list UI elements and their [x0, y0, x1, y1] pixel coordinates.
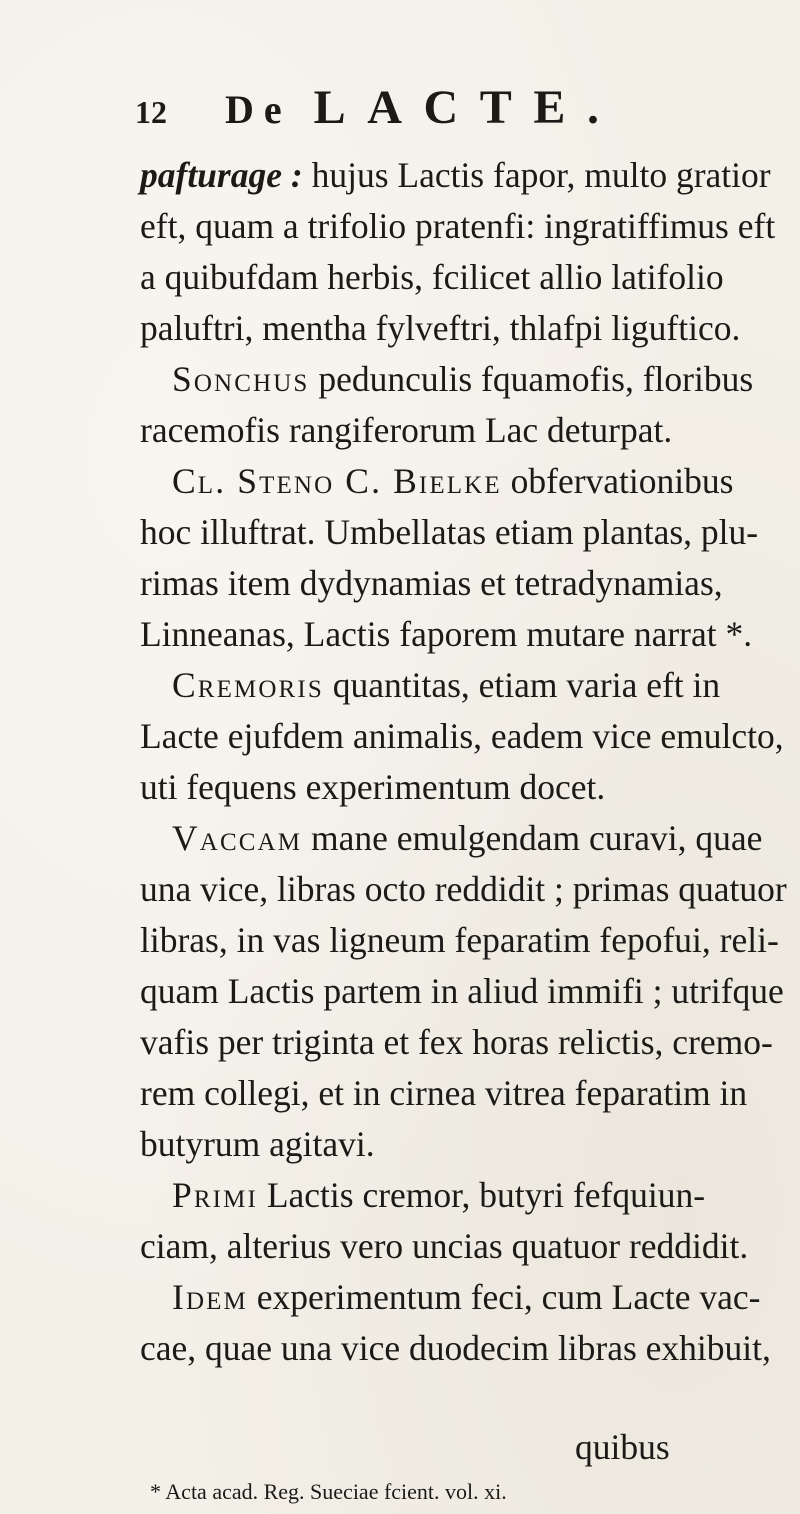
text-run: butyrum agitavi.	[140, 1124, 375, 1164]
text-run: rimas item dydynamias et tetradynamias,	[140, 563, 723, 603]
text-line	[140, 1170, 706, 1221]
text-run: experimentum feci, cum Lacte vac-	[247, 1277, 761, 1317]
text-run: quam Lactis partem in aliud immifi ; utrifque	[140, 971, 784, 1011]
text-line	[140, 660, 721, 711]
text-run: obfervationibus	[501, 461, 734, 501]
small-caps-word: Idem	[172, 1277, 248, 1317]
text-line	[140, 1272, 761, 1323]
text-line	[140, 1119, 660, 1170]
running-head-de: De	[225, 87, 292, 132]
text-line	[140, 150, 771, 201]
text-run: quantitas, etiam varia eft in	[323, 665, 721, 705]
text-line	[140, 915, 779, 966]
text-line	[140, 966, 784, 1017]
text-run: hoc illuftrat. Umbellatas etiam plantas, plu-	[140, 512, 759, 552]
small-caps-word: Cremoris	[172, 665, 324, 705]
text-line	[140, 252, 724, 303]
text-run: pedunculis fquamofis, floribus	[309, 359, 754, 399]
italic-word: pafturage :	[140, 155, 303, 195]
text-run: hujus Lactis fapor, multo gratior	[302, 155, 771, 195]
text-run: cae, quae una vice duodecim libras exhibuit,	[140, 1328, 771, 1368]
text-run: a quibufdam herbis, fcilicet allio latifolio	[140, 257, 724, 297]
text-line	[140, 507, 759, 558]
text-line	[140, 1017, 773, 1068]
text-line	[140, 558, 723, 609]
text-run: paluftri, mentha fylveftri, thlafpi liguftico.	[140, 308, 741, 348]
text-run: libras, in vas ligneum feparatim fepofui, reli-	[140, 920, 779, 960]
text-run: ciam, alterius vero uncias quatuor reddidit.	[140, 1226, 749, 1266]
text-run: vafis per triginta et fex horas relictis, cremo-	[140, 1022, 773, 1062]
text-line	[140, 354, 754, 405]
small-caps-word: Sonchus	[172, 359, 310, 399]
text-line	[140, 303, 741, 354]
text-run: mane emulgendam curavi, quae	[302, 818, 763, 858]
footnote: * Acta acad. Reg. Sueciae fcient. vol. xi.	[150, 1479, 507, 1504]
text-run: racemofis rangiferorum Lac deturpat.	[140, 410, 673, 450]
text-run: Lacte ejufdem animalis, eadem vice emulcto,	[140, 716, 784, 756]
text-line	[140, 1323, 771, 1374]
page-number: 12	[135, 94, 167, 130]
text-run: Lactis cremor, butyri fefquiun-	[257, 1175, 706, 1215]
small-caps-word: Cl. Steno C. Bielke	[172, 461, 502, 501]
text-line	[140, 1068, 748, 1119]
text-run: Linneanas, Lactis faporem mutare narrat *.	[140, 614, 753, 654]
page-header	[135, 80, 621, 140]
text-line	[140, 609, 753, 660]
text-line	[140, 1221, 749, 1272]
text-run: uti fequens experimentum docet.	[140, 767, 606, 807]
small-caps-word: Vaccam	[172, 818, 303, 858]
text-line	[140, 864, 787, 915]
text-line	[140, 456, 734, 507]
catchword: quibus	[575, 1427, 670, 1467]
text-line	[140, 201, 776, 252]
text-line	[140, 405, 673, 456]
text-run: una vice, libras octo reddidit ; primas quatuor	[140, 869, 787, 909]
text-run: eft, quam a trifolio pratenfi: ingratiffimus eft	[140, 206, 776, 246]
small-caps-word: Primi	[172, 1175, 258, 1215]
text-line	[140, 762, 660, 813]
text-line	[140, 813, 763, 864]
text-line	[140, 711, 784, 762]
running-head-title: LACTE.	[313, 81, 621, 134]
text-run: rem collegi, et in cirnea vitrea feparatim in	[140, 1073, 748, 1113]
body-text	[140, 150, 787, 1374]
running-head	[225, 80, 621, 135]
